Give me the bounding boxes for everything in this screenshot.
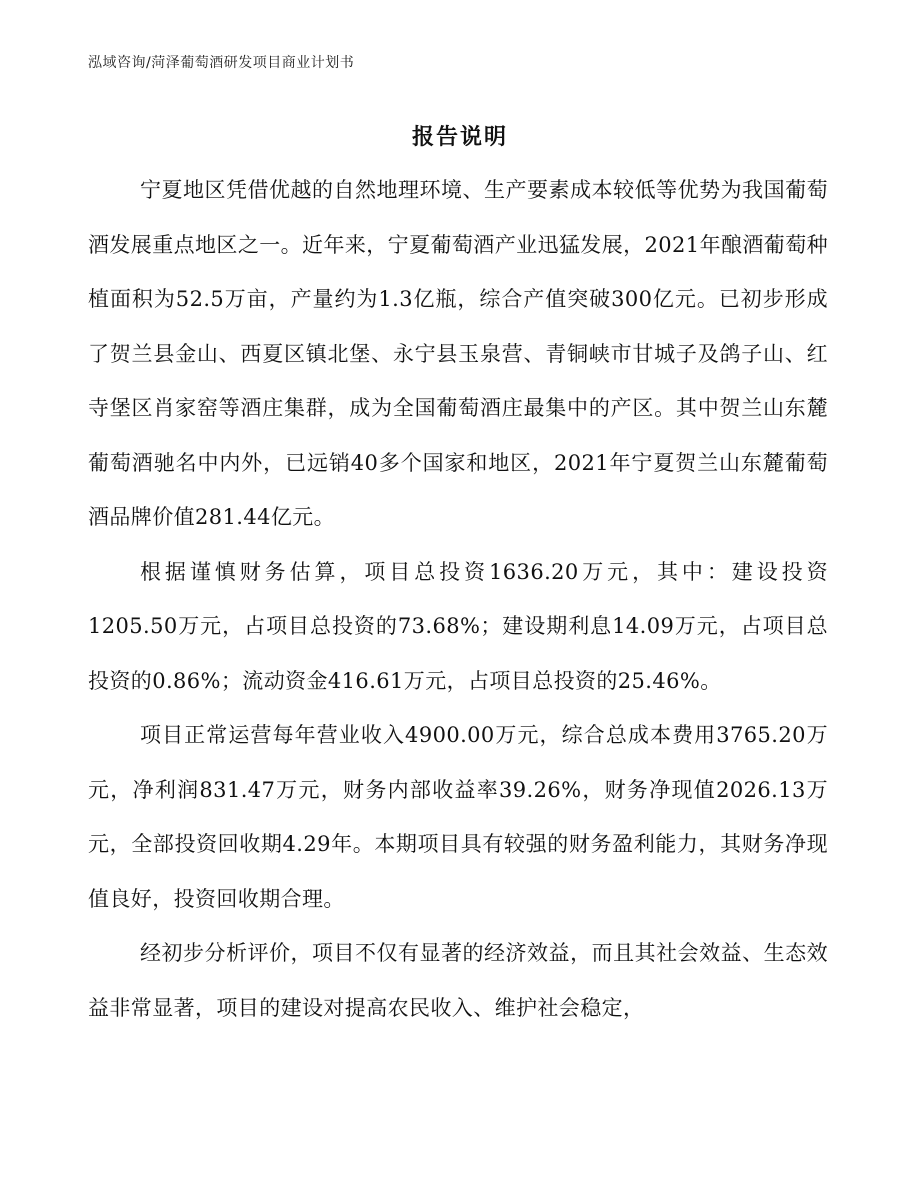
paragraph-regional-background: 宁夏地区凭借优越的自然地理环境、生产要素成本较低等优势为我国葡萄酒发展重点地区之一。近年来，宁夏葡萄酒产业迅猛发展，2021年酿酒葡萄种植面积为52.5万亩，产量约为1.3亿瓶，综合产值突破300亿元。已初步形成了贺兰县金山、西夏区镇北堡、永宁县玉泉营、青铜峡市甘城子及鸽子山、红寺堡区肖家窑等酒庄集群，成为全国葡萄酒庄最集中的产区。其中贺兰山东麓葡萄酒驰名中内外，已远销40多个国家和地区，2021年宁夏贺兰山东麓葡萄酒品牌价值281.44亿元。 — [88, 178, 828, 529]
body-content — [88, 163, 828, 1035]
section-title: 报告说明 — [411, 125, 508, 150]
paragraph-financial-returns: 项目正常运营每年营业收入4900.00万元，综合总成本费用3765.20万元，净利润831.47万元，财务内部收益率39.26%，财务净现值2026.13万元，全部投资回收期4.29年。本期项目具有较强的财务盈利能力，其财务净现值良好，投资回收期合理。 — [88, 723, 828, 911]
paragraph-evaluation: 经初步分析评价，项目不仅有显著的经济效益，而且其社会效益、生态效益非常显著，项目的建设对提高农民收入、维护社会稳定， — [88, 941, 828, 1020]
paragraph-investment-estimate: 根据谨慎财务估算，项目总投资1636.20万元，其中：建设投资1205.50万元，占项目总投资的73.68%；建设期利息14.09万元，占项目总投资的0.86%；流动资金416.61万元，占项目总投资的25.46%。 — [88, 559, 828, 693]
running-header: 泓域咨询/菏泽葡萄酒研发项目商业计划书 — [88, 55, 355, 71]
